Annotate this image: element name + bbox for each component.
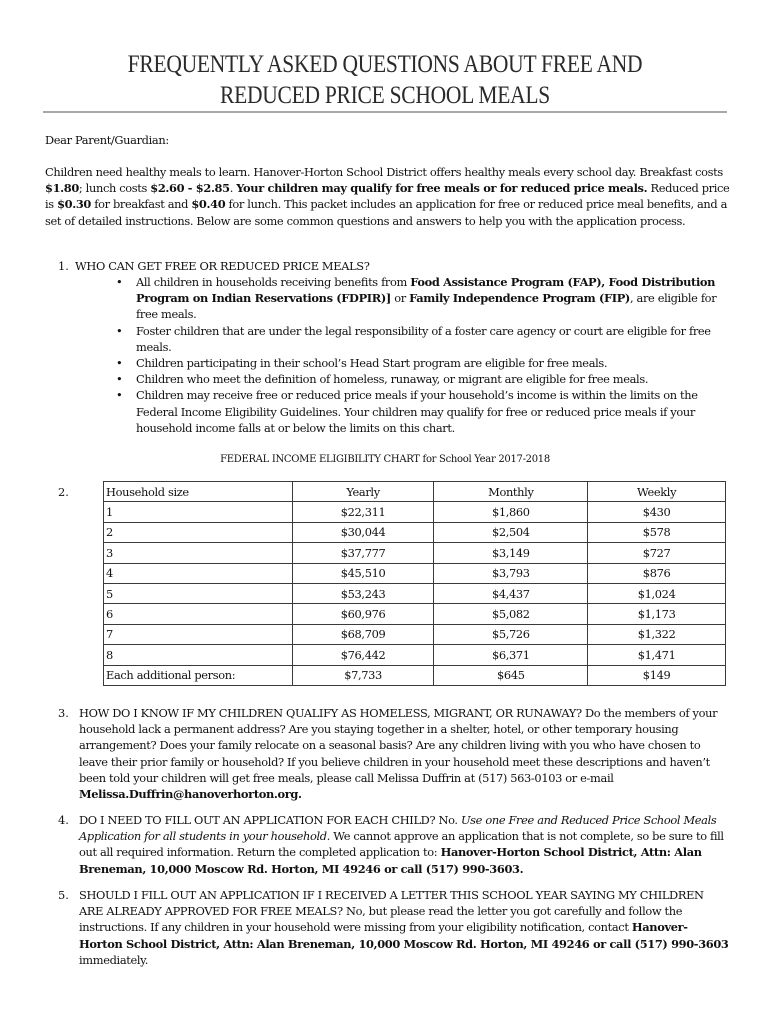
question-2-number: 2.: [58, 485, 69, 499]
intro-text: for breakfast and: [90, 197, 192, 212]
table-row: [104, 543, 726, 563]
bullet-item: [116, 274, 726, 323]
table-row: [104, 624, 726, 644]
qualify-statement: Your children may qualify for free meals or for reduced price meals.: [236, 181, 648, 196]
weekly-cell: $578: [588, 522, 726, 542]
reduced-lunch-price: $0.40: [191, 197, 226, 212]
household-size-cell: 1: [104, 502, 293, 522]
intro-text: for lunch. This packet includes an application for free or reduced price meal benefits, and a set of detailed instructions. Below are some common questions and answers to help you with the application process.: [45, 197, 728, 228]
income-chart-caption: FEDERAL INCOME ELIGIBILITY CHART for School Year 2017-2018: [220, 454, 550, 465]
household-size-cell: Each additional person:: [104, 665, 293, 685]
intro-text: Reduced price is: [45, 181, 730, 212]
table-row: [104, 645, 726, 665]
bullet-text: , are eligible for free meals.: [136, 291, 717, 322]
intro-text: .: [229, 181, 237, 196]
page-title: [54, 49, 716, 111]
bullet-text: Children may receive free or reduced price meals if your household’s income is within the limits on the Federal Income Eligibility Guidelines. Your children may qualify for free or reduced price meals if your household income falls at or below the limits on this chart.: [136, 388, 698, 435]
yearly-cell: $30,044: [292, 522, 434, 542]
question-5-text: immediately.: [79, 952, 149, 967]
page-title-line-1: FREQUENTLY ASKED QUESTIONS ABOUT FREE AND: [127, 51, 643, 78]
monthly-cell: $3,793: [434, 563, 588, 583]
weekly-cell: $727: [588, 543, 726, 563]
bullet-icon: •: [116, 275, 123, 289]
table-row: [104, 563, 726, 583]
weekly-cell: $876: [588, 563, 726, 583]
yearly-cell: $76,442: [292, 645, 434, 665]
household-size-cell: 6: [104, 604, 293, 624]
table-row: [104, 502, 726, 522]
question-3-text: HOW DO I KNOW IF MY CHILDREN QUALIFY AS HOMELESS, MIGRANT, OR RUNAWAY? Do the members of your household lack a permanent address? Are you staying together in a shelter, hotel, or other temporary housing arrangement? Does your family relocate on a seasonal basis? Are any children living with you who have chosen to leave their prior family or household? If you believe children in your household meet these descriptions and haven’t been told your children will get free meals, please call Melissa Duffrin at (517) 563-0103 or e-mail: [79, 706, 718, 785]
table-row-additional-person: [104, 665, 726, 685]
question-5-text: SHOULD I FILL OUT AN APPLICATION IF I RECEIVED A LETTER THIS SCHOOL YEAR SAYING MY CHILDREN ARE ALREADY APPROVED FOR FREE MEALS? No, but please read the letter you got carefully and follow the instructions. If any children in your household were missing from your eligibility notification, contact: [79, 888, 704, 935]
weekly-cell: $430: [588, 502, 726, 522]
eligibility-bullet-list: [116, 274, 726, 436]
weekly-cell: $1,024: [588, 583, 726, 603]
question-4-italic-text: Use one Free and Reduced Price School Meals Application for all students in your household.: [79, 813, 717, 844]
income-eligibility-table: [103, 481, 726, 686]
household-size-cell: 7: [104, 624, 293, 644]
header-yearly: Yearly: [292, 482, 434, 502]
bullet-text: Children who meet the definition of homeless, runaway, or migrant are eligible for free meals.: [136, 372, 649, 387]
question-1-heading: WHO CAN GET FREE OR REDUCED PRICE MEALS?: [75, 259, 370, 273]
question-4-text: DO I NEED TO FILL OUT AN APPLICATION FOR EACH CHILD? No.: [79, 813, 461, 827]
bullet-item: [116, 355, 726, 371]
weekly-cell: $1,173: [588, 604, 726, 624]
yearly-cell: $37,777: [292, 543, 434, 563]
table-row: [104, 522, 726, 542]
bullet-icon: •: [116, 356, 123, 371]
question-3-paragraph: [79, 705, 729, 802]
question-4-number: 4.: [58, 813, 69, 827]
reduced-breakfast-price: $0.30: [57, 197, 91, 212]
household-size-cell: 5: [104, 583, 293, 603]
intro-paragraph: [45, 164, 735, 229]
bullet-icon: •: [116, 323, 123, 338]
page-title-line-2: REDUCED PRICE SCHOOL MEALS: [220, 82, 550, 109]
yearly-cell: $45,510: [292, 563, 434, 583]
weekly-cell: $149: [588, 665, 726, 685]
household-size-cell: 3: [104, 543, 293, 563]
yearly-cell: $7,733: [292, 665, 434, 685]
table-row: [104, 604, 726, 624]
yearly-cell: $53,243: [292, 583, 434, 603]
contact-email-link[interactable]: Melissa.Duffrin@hanoverhorton.org.: [79, 787, 302, 802]
lunch-price: $2.60 - $2.85: [150, 181, 230, 196]
monthly-cell: $5,726: [434, 624, 588, 644]
bullet-text: Foster children that are under the legal responsibility of a foster care agency or court are eligible for free meals.: [136, 323, 711, 354]
salutation: Dear Parent/Guardian:: [45, 133, 169, 147]
monthly-cell: $5,082: [434, 604, 588, 624]
question-5-paragraph: [79, 887, 729, 968]
question-1-number: 1.: [58, 259, 69, 273]
program-name-fip: Family Independence Program (FIP): [409, 291, 630, 306]
header-household-size: Household size: [104, 482, 293, 502]
header-monthly: Monthly: [434, 482, 588, 502]
bullet-text: or: [390, 291, 410, 306]
table-header-row: [104, 482, 726, 502]
bullet-item: [116, 371, 726, 387]
weekly-cell: $1,322: [588, 624, 726, 644]
household-size-cell: 8: [104, 645, 293, 665]
household-size-cell: 2: [104, 522, 293, 542]
question-4-paragraph: [79, 812, 729, 877]
intro-text: Children need healthy meals to learn. Hanover-Horton School District offers healthy meals every school day. Breakfast costs: [45, 165, 723, 179]
question-4-text: We cannot approve an application that is not complete, so be sure to fill out all required information. Return the completed application to:: [79, 829, 724, 860]
district-contact-address: Hanover-Horton School District, Attn: Alan Breneman, 10,000 Moscow Rd. Horton, MI 49246 or call (517) 990-3603: [79, 920, 729, 951]
question-5-number: 5.: [58, 888, 69, 902]
bullet-icon: •: [116, 372, 123, 387]
monthly-cell: $4,437: [434, 583, 588, 603]
bullet-item: [116, 387, 726, 436]
yearly-cell: $22,311: [292, 502, 434, 522]
bullet-item: [116, 323, 726, 355]
yearly-cell: $68,709: [292, 624, 434, 644]
weekly-cell: $1,471: [588, 645, 726, 665]
intro-text: ; lunch costs: [78, 181, 151, 196]
monthly-cell: $645: [434, 665, 588, 685]
program-names: Food Assistance Program (FAP), Food Distribution Program on Indian Reservations (FDPIR)]: [136, 275, 716, 306]
bullet-icon: •: [116, 388, 123, 403]
monthly-cell: $1,860: [434, 502, 588, 522]
question-3-number: 3.: [58, 706, 69, 720]
title-divider: [43, 111, 727, 113]
yearly-cell: $60,976: [292, 604, 434, 624]
monthly-cell: $2,504: [434, 522, 588, 542]
household-size-cell: 4: [104, 563, 293, 583]
district-contact-address: Hanover-Horton School District, Attn: Alan Breneman, 10,000 Moscow Rd. Horton, MI 49246 or call (517) 990-3603.: [79, 845, 702, 876]
bullet-text: Children participating in their school’s Head Start program are eligible for free meals.: [136, 356, 608, 371]
table-row: [104, 583, 726, 603]
monthly-cell: $6,371: [434, 645, 588, 665]
header-weekly: Weekly: [588, 482, 726, 502]
breakfast-price: $1.80: [45, 181, 79, 196]
bullet-text: All children in households receiving benefits from: [136, 275, 411, 289]
monthly-cell: $3,149: [434, 543, 588, 563]
